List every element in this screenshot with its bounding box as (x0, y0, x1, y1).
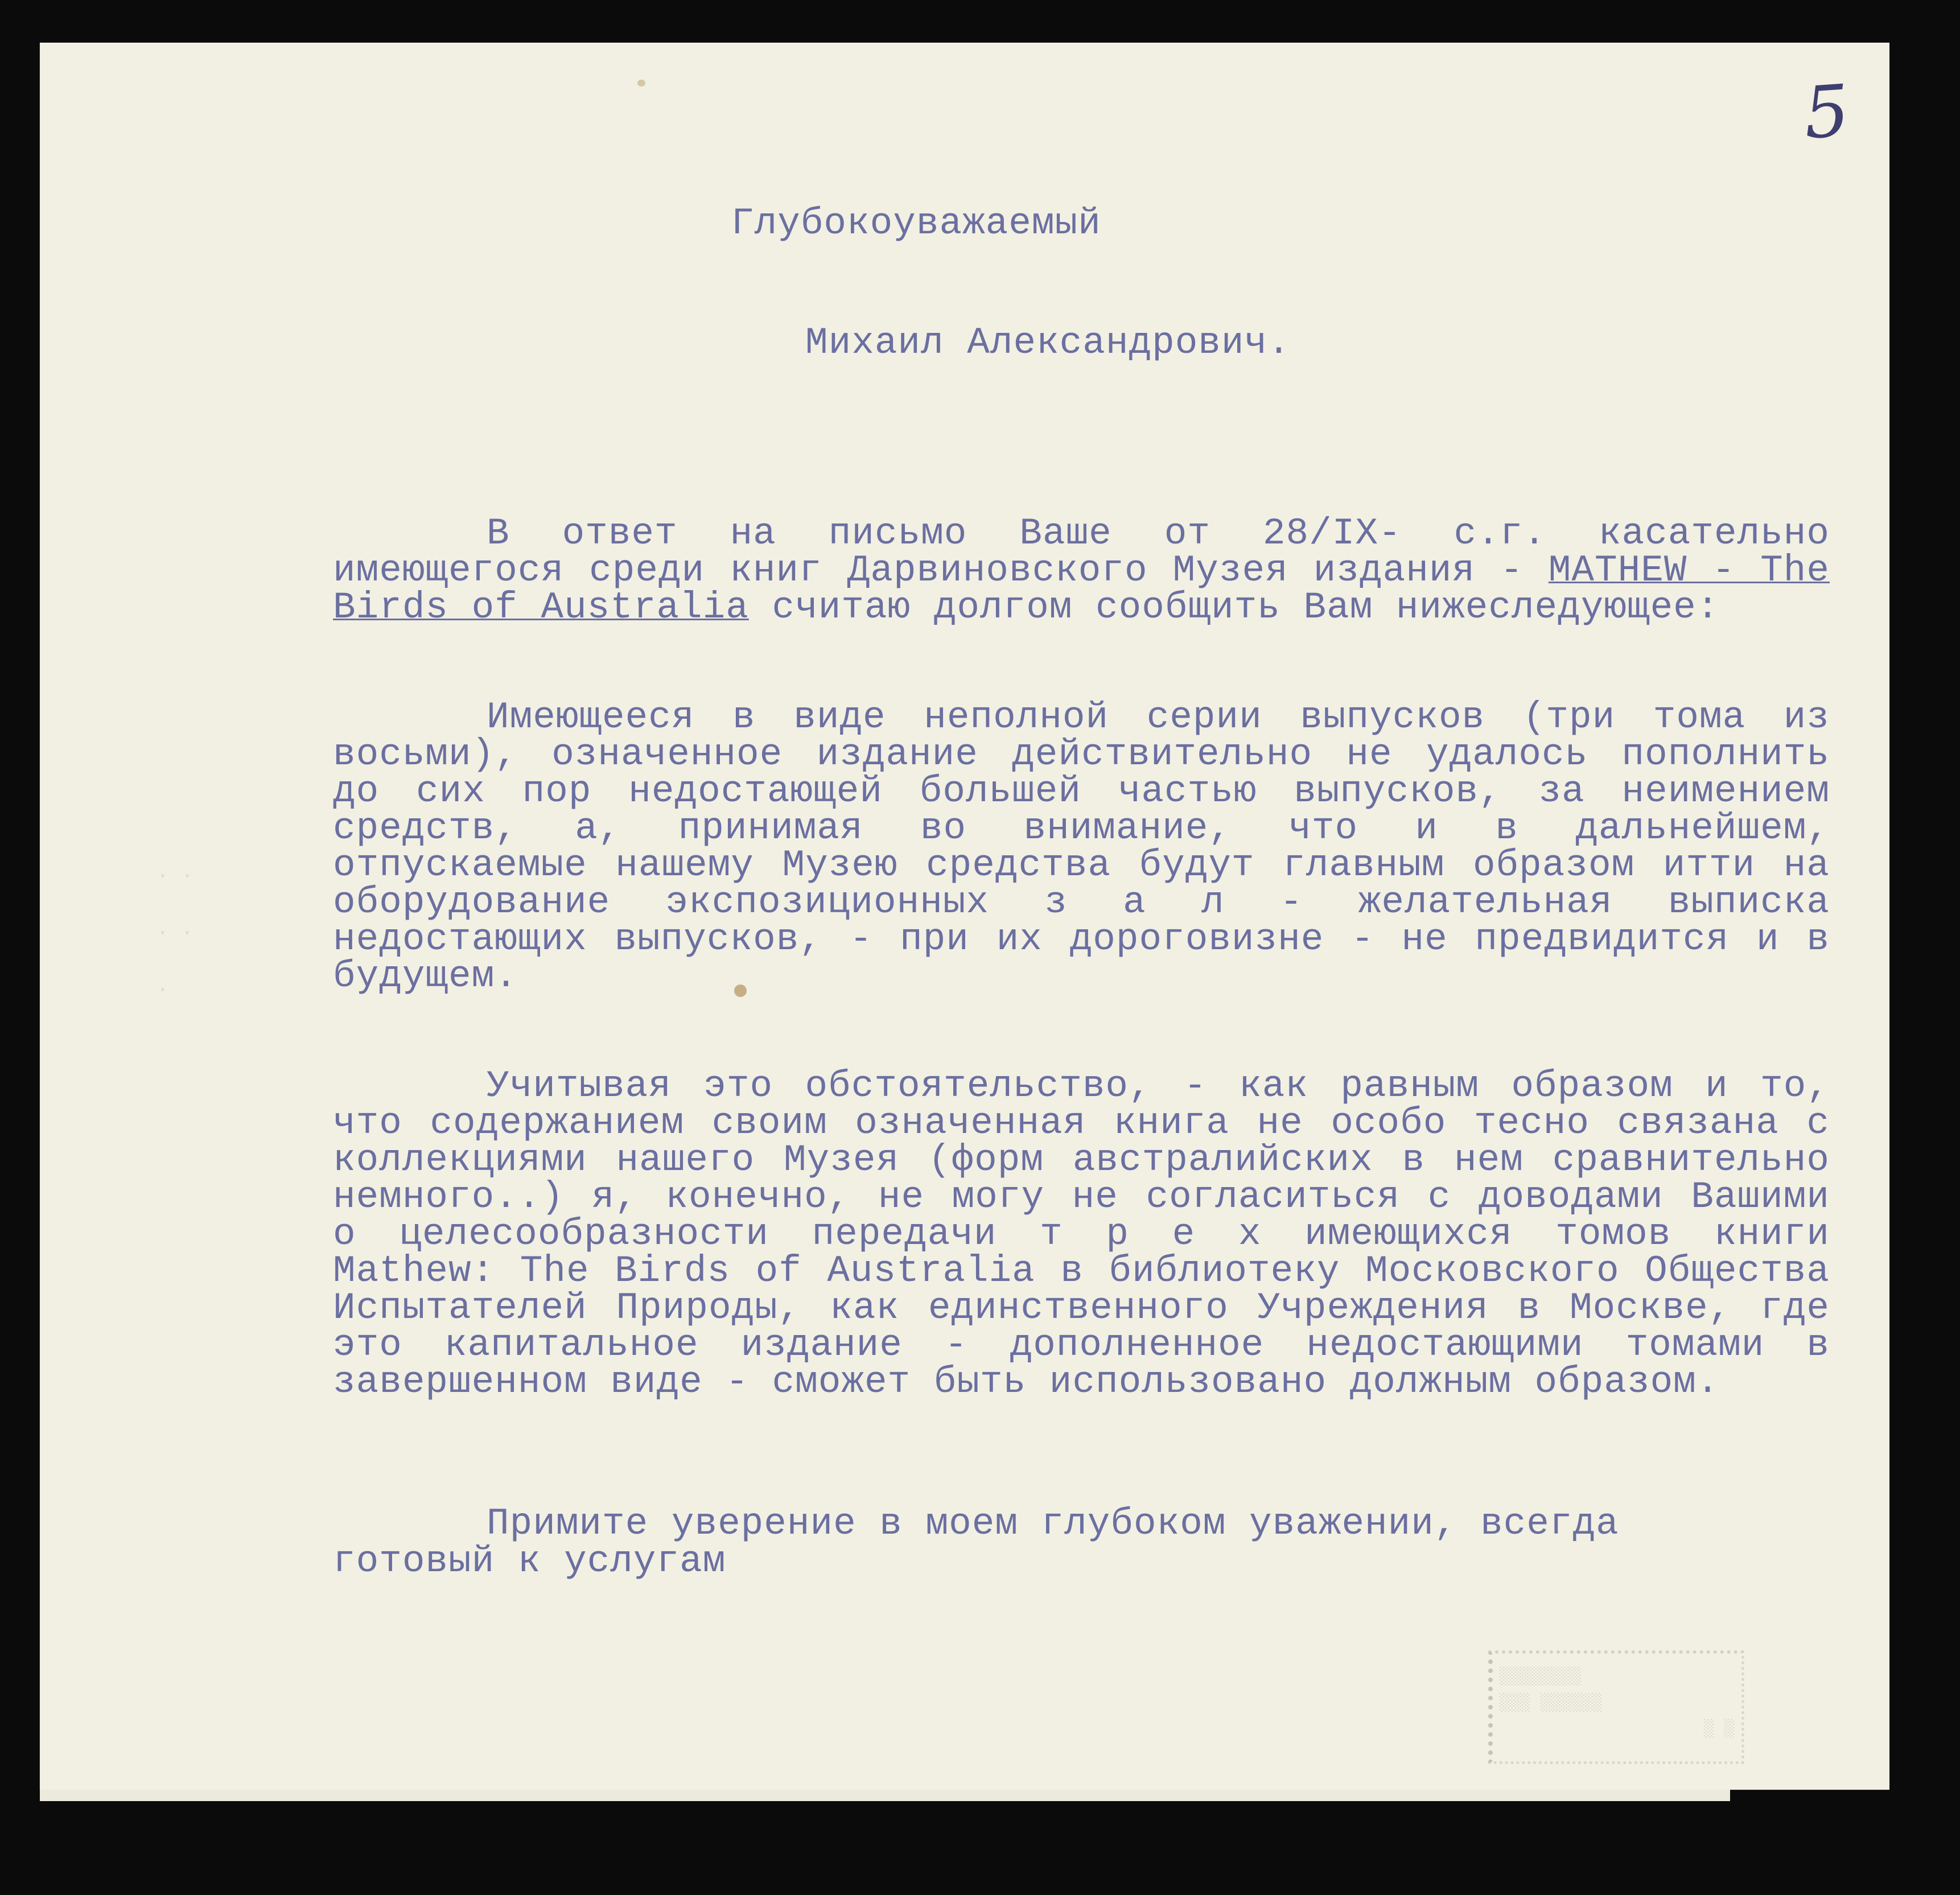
paragraph-1 (333, 512, 1830, 629)
closing (333, 1502, 1830, 1583)
addressee: Михаил Александрович. (805, 322, 1291, 364)
closing-line-1: Примите уверение в моем глубоком уважении, всегда (487, 1502, 1619, 1545)
salutation: Глубокоуважаемый (731, 202, 1101, 245)
paragraph-2: Имеющееся в виде неполной серии выпусков (три тома из восьми), означенное издание действительно не удалось пополнить до сих пор недостающей большей частью выпусков, за неимением средств, а, принимая во внимание, что и в дальнейшем, отпускаемые нашему Музею средства будут главным образом итти на оборудование экспозиционных з а л - желательная выписка недостающих выпусков, - при их дороговизне - не предвидится и в будущем. (333, 696, 1830, 998)
faded-stamp: ░░░░░░░░ ░░░ ░░░░░░ ░ ░ (1488, 1650, 1744, 1764)
closing-line-2: готовый к услугам (333, 1540, 726, 1583)
paper-spot (637, 80, 645, 86)
paragraph-1-tail: считаю долгом сообщить Вам нижеследующее: (772, 586, 1720, 629)
bleed-through-marks: · · · · · (157, 864, 193, 1002)
ink-smudge (734, 984, 747, 997)
paragraph-1-text: В ответ на письмо Ваше от 28/IX- с.г. касательно имеющегося среди книг Дарвиновского Музея издания - (333, 512, 1830, 592)
letter-body (333, 512, 1830, 1473)
paragraph-3: Учитывая это обстоятельство, - как равным образом и то, что содержанием своим означенная книга не особо тесно связана с коллекциями нашего Музея (форм австралийских в нем сравнительно немного..) я, конечно, не могу не согласиться с доводами Вашими о целесообразности передачи т р е х имеющихся томов книги Mathew: The Birds of Australia в библиотеку Московского Общества Испытателей Природы, как единственного Учреждения в Москве, где это капитальное издание - дополненное недостающими томами в завершенном виде - сможет быть использовано должным образом. (333, 1065, 1830, 1403)
book-title: MATHEW - The Birds of Australia (333, 549, 1830, 629)
sheet-edge (40, 1790, 1730, 1801)
page-number: 5 (1801, 69, 1852, 155)
